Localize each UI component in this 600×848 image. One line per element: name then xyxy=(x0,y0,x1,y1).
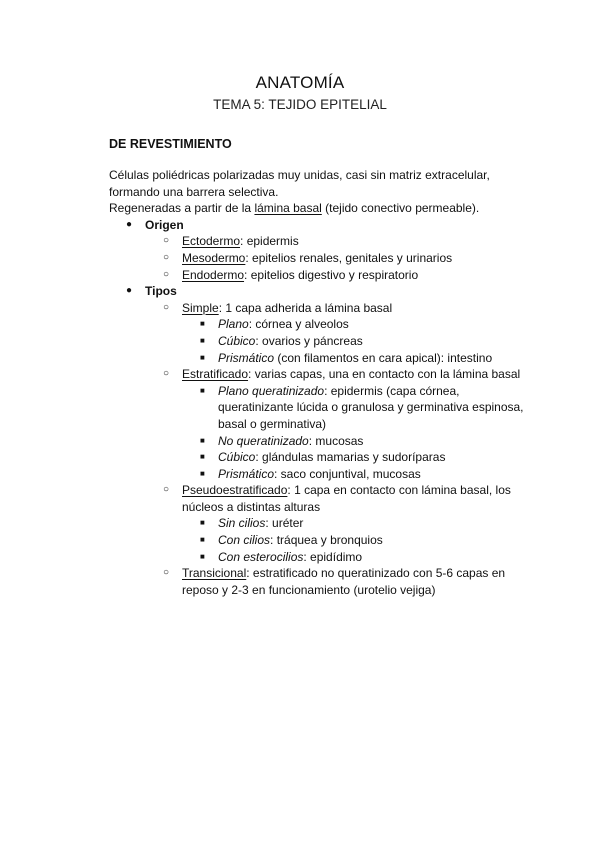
bullet-square-icon: ■ xyxy=(200,352,205,362)
intro-line: Células poliédricas polarizadas muy unidas, casi sin matriz extracelular, xyxy=(109,168,490,182)
bullet-square-icon: ■ xyxy=(200,319,205,329)
subtype-desc: : mucosas xyxy=(308,433,364,448)
subtype-term: Cúbico xyxy=(218,450,256,465)
list-subitem xyxy=(0,333,600,350)
type-desc: : 1 capa adherida a lámina basal xyxy=(218,300,393,315)
list-item-tipos xyxy=(0,283,600,300)
page-title: ANATOMÍA xyxy=(255,73,345,92)
subtype-term: Con cilios xyxy=(218,533,271,548)
list-subitem xyxy=(0,466,600,483)
subtype-term: Sin cilios xyxy=(218,516,266,531)
type-term: Simple xyxy=(182,300,219,315)
document-body xyxy=(0,167,600,598)
subtype-term: Prismático xyxy=(218,466,275,481)
bullet-square-icon: ■ xyxy=(200,468,205,478)
page-subtitle: TEMA 5: TEJIDO EPITELIAL xyxy=(213,97,387,112)
list-item-type-simple xyxy=(0,300,600,317)
list-item-origin xyxy=(0,233,600,250)
subtype-term: Con esterocilios xyxy=(218,549,304,564)
bullet-square-icon: ■ xyxy=(200,518,205,528)
bullet-circle-icon: ○ xyxy=(163,484,170,496)
bullet-square-icon: ■ xyxy=(200,385,205,395)
list-item-origin xyxy=(0,267,600,284)
subtype-desc: : epidídimo xyxy=(303,549,363,564)
list-item-type-transicional xyxy=(0,565,600,582)
bullet-square-icon: ■ xyxy=(200,435,205,445)
subtype-desc: : uréter xyxy=(265,516,304,531)
type-desc: : 1 capa en contacto con lámina basal, los xyxy=(287,483,511,498)
bullet-circle-icon: ○ xyxy=(163,268,170,280)
bullet-circle-icon: ○ xyxy=(163,567,170,579)
origin-desc: : epitelios renales, genitales y urinarios xyxy=(245,250,453,265)
intro-line: formando una barrera selectiva. xyxy=(109,184,279,199)
section-heading: DE REVESTIMIENTO xyxy=(109,137,232,151)
origin-term: Endodermo xyxy=(182,267,245,282)
list-subitem xyxy=(0,383,600,400)
origin-desc: : epidermis xyxy=(240,234,299,249)
subtype-desc: : tráquea y bronquios xyxy=(270,533,383,548)
list-subitem-continuation: queratinizante lúcida o granulosa y germinativa espinosa, xyxy=(218,400,524,415)
subtype-desc: : saco conjuntival, mucosas xyxy=(274,466,421,481)
subtype-term: Plano xyxy=(218,317,249,332)
list-item-continuation: núcleos a distintas alturas xyxy=(182,499,321,514)
subtype-term: Cúbico xyxy=(218,333,256,348)
type-desc: : varias capas, una en contacto con la lámina basal xyxy=(248,367,521,382)
lamina-basal-term: lámina basal xyxy=(254,201,322,216)
origin-term: Ectodermo xyxy=(182,234,241,249)
bullet-circle-icon: ○ xyxy=(163,301,170,313)
type-desc: : estratificado no queratinizado con 5-6 capas en xyxy=(246,566,506,581)
subtype-desc: (con filamentos en cara apical): intestino xyxy=(274,350,493,365)
bullet-square-icon: ■ xyxy=(200,551,205,561)
regeneration-line xyxy=(0,200,600,217)
list-subitem xyxy=(0,449,600,466)
tipos-label: Tipos xyxy=(145,284,177,299)
list-item-type-estratificado xyxy=(0,366,600,383)
bullet-circle-icon: ○ xyxy=(163,368,170,380)
list-subitem xyxy=(0,532,600,549)
type-term: Pseudoestratificado xyxy=(182,483,288,498)
bullet-circle-icon: ○ xyxy=(163,251,170,263)
type-term: Estratificado xyxy=(182,367,249,382)
bullet-disc-icon: ● xyxy=(126,285,133,297)
list-subitem-continuation: basal o germinativa) xyxy=(218,416,327,431)
list-item-continuation: reposo y 2-3 en funcionamiento (urotelio vejiga) xyxy=(182,582,436,597)
type-term: Transicional xyxy=(182,566,247,581)
regeneration-text: (tejido conectivo permeable). xyxy=(321,201,480,216)
origin-term: Mesodermo xyxy=(182,250,246,265)
origen-label: Origen xyxy=(145,217,184,232)
subtype-desc: : glándulas mamarias y sudoríparas xyxy=(255,450,446,465)
bullet-square-icon: ■ xyxy=(200,452,205,462)
list-subitem xyxy=(0,316,600,333)
bullet-disc-icon: ● xyxy=(126,218,133,230)
bullet-circle-icon: ○ xyxy=(163,235,170,247)
list-item-origen xyxy=(0,217,600,234)
subtype-desc: : epidermis (capa córnea, xyxy=(324,383,460,398)
subtype-desc: : córnea y alveolos xyxy=(248,317,349,332)
list-subitem xyxy=(0,549,600,566)
origin-desc: : epitelios digestivo y respiratorio xyxy=(244,267,419,282)
list-subitem xyxy=(0,515,600,532)
list-subitem xyxy=(0,433,600,450)
list-item-type-pseudoestratificado xyxy=(0,482,600,499)
subtype-term: Prismático xyxy=(218,350,275,365)
list-subitem xyxy=(0,350,600,367)
bullet-square-icon: ■ xyxy=(200,535,205,545)
subtype-term: Plano queratinizado xyxy=(218,383,325,398)
regeneration-text: Regeneradas a partir de la xyxy=(109,201,255,216)
subtype-desc: : ovarios y páncreas xyxy=(255,333,363,348)
list-item-origin xyxy=(0,250,600,267)
subtype-term: No queratinizado xyxy=(218,433,309,448)
bullet-square-icon: ■ xyxy=(200,335,205,345)
